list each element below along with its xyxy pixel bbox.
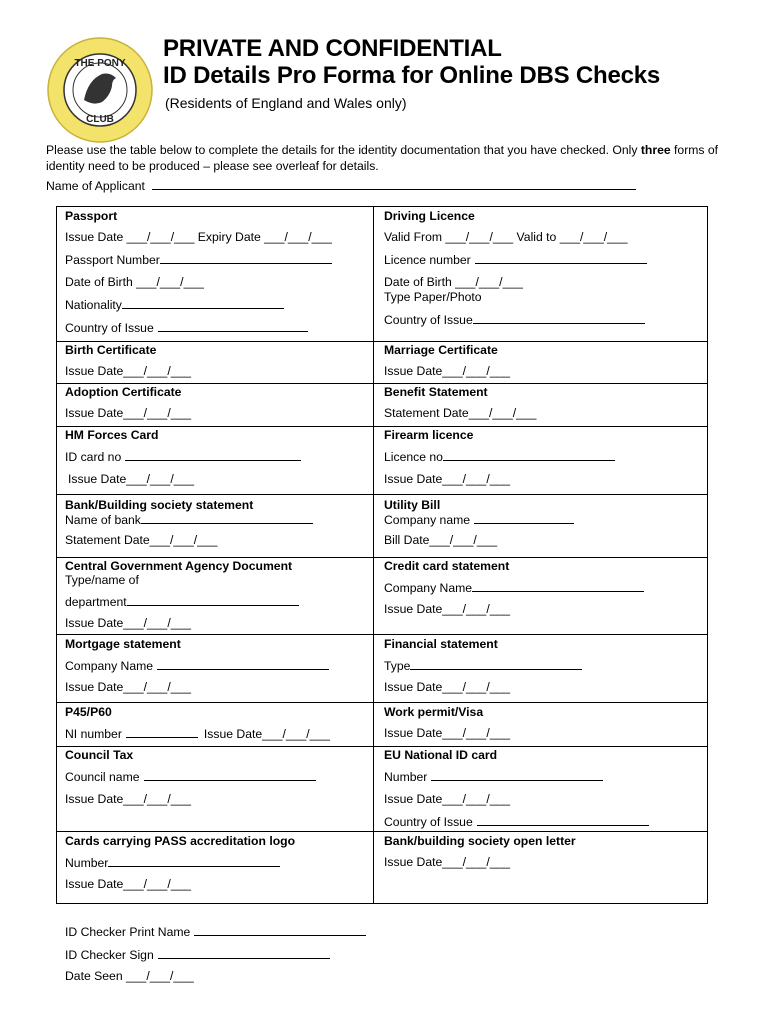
row-divider xyxy=(56,494,708,495)
hm-issue-date[interactable]: Issue Date___/___/___ xyxy=(68,472,195,486)
pass-issue-date[interactable]: Issue Date___/___/___ xyxy=(65,877,192,891)
eu-id-title: EU National ID card xyxy=(384,748,498,762)
date-seen-field[interactable]: Date Seen ___/___/___ xyxy=(65,969,194,983)
hm-id-field[interactable]: ID card no xyxy=(65,449,301,464)
row-divider xyxy=(56,831,708,832)
credit-card-title: Credit card statement xyxy=(384,559,510,573)
utility-bill-title: Utility Bill xyxy=(384,498,441,512)
passport-country-field[interactable]: Country of Issue xyxy=(65,320,308,335)
pass-card-title: Cards carrying PASS accreditation logo xyxy=(65,834,296,848)
council-issue-date[interactable]: Issue Date___/___/___ xyxy=(65,792,192,806)
eu-country-field[interactable]: Country of Issue xyxy=(384,814,649,829)
cga-type-label: Type/name of xyxy=(65,573,139,587)
firearm-licence-title: Firearm licence xyxy=(384,428,474,442)
driving-dob[interactable]: Date of Birth ___/___/___ xyxy=(384,275,523,289)
row-divider xyxy=(56,557,708,558)
passport-number-field[interactable]: Passport Number xyxy=(65,252,332,267)
page-title-line1: PRIVATE AND CONFIDENTIAL xyxy=(163,35,502,62)
financial-issue-date[interactable]: Issue Date___/___/___ xyxy=(384,680,511,694)
benefit-statement-date[interactable]: Statement Date___/___/___ xyxy=(384,406,537,420)
logo-text-top: THE PONY xyxy=(74,58,126,69)
logo-text-bottom: CLUB xyxy=(86,114,114,125)
driving-country-field[interactable]: Country of Issue xyxy=(384,312,645,327)
marriage-issue-date[interactable]: Issue Date___/___/___ xyxy=(384,364,511,378)
p45-ni-field[interactable]: NI number Issue Date___/___/___ xyxy=(65,727,330,741)
bank-statement-title: Bank/Building society statement xyxy=(65,498,254,512)
applicant-name-field[interactable]: Name of Applicant xyxy=(46,178,636,193)
council-tax-title: Council Tax xyxy=(65,748,134,762)
p45-title: P45/P60 xyxy=(65,705,112,719)
hm-forces-title: HM Forces Card xyxy=(65,428,159,442)
passport-issue-expiry[interactable]: Issue Date ___/___/___ Expiry Date ___/___/___ xyxy=(65,230,332,244)
page-title-line2: ID Details Pro Forma for Online DBS Checks xyxy=(163,62,661,89)
cga-issue-date[interactable]: Issue Date___/___/___ xyxy=(65,616,192,630)
open-letter-title: Bank/building society open letter xyxy=(384,834,576,848)
birth-issue-date[interactable]: Issue Date___/___/___ xyxy=(65,364,192,378)
marriage-certificate-title: Marriage Certificate xyxy=(384,343,498,357)
row-divider xyxy=(56,634,708,635)
bank-name-field[interactable]: Name of bank xyxy=(65,512,313,527)
pony-club-logo xyxy=(46,36,154,144)
council-name-field[interactable]: Council name xyxy=(65,769,316,784)
row-divider xyxy=(56,702,708,703)
birth-certificate-title: Birth Certificate xyxy=(65,343,157,357)
bank-statement-date[interactable]: Statement Date___/___/___ xyxy=(65,533,218,547)
passport-nationality-field[interactable]: Nationality xyxy=(65,297,284,312)
row-divider xyxy=(56,426,708,427)
driving-valid-dates[interactable]: Valid From ___/___/___ Valid to ___/___/___ xyxy=(384,230,628,244)
utility-bill-date[interactable]: Bill Date___/___/___ xyxy=(384,533,498,547)
cga-department-field[interactable]: department xyxy=(65,594,299,609)
financial-type-field[interactable]: Type xyxy=(384,658,582,673)
firearm-number-field[interactable]: Licence no xyxy=(384,449,615,464)
passport-title: Passport xyxy=(65,209,118,223)
cga-document-title: Central Government Agency Document xyxy=(65,559,293,573)
open-letter-issue-date[interactable]: Issue Date___/___/___ xyxy=(384,855,511,869)
benefit-statement-title: Benefit Statement xyxy=(384,385,488,399)
adoption-certificate-title: Adoption Certificate xyxy=(65,385,182,399)
page-subtitle: (Residents of England and Wales only) xyxy=(165,95,407,111)
mortgage-issue-date[interactable]: Issue Date___/___/___ xyxy=(65,680,192,694)
eu-issue-date[interactable]: Issue Date___/___/___ xyxy=(384,792,511,806)
credit-issue-date[interactable]: Issue Date___/___/___ xyxy=(384,602,511,616)
driving-licence-title: Driving Licence xyxy=(384,209,475,223)
firearm-issue-date[interactable]: Issue Date___/___/___ xyxy=(384,472,511,486)
driving-number-field[interactable]: Licence number xyxy=(384,252,647,267)
applicant-name-line[interactable] xyxy=(152,178,636,190)
checker-sign-field[interactable]: ID Checker Sign xyxy=(65,947,330,962)
passport-dob[interactable]: Date of Birth ___/___/___ xyxy=(65,275,204,289)
work-permit-title: Work permit/Visa xyxy=(384,705,484,719)
checker-print-name-field[interactable]: ID Checker Print Name xyxy=(65,924,366,939)
mortgage-company-field[interactable]: Company Name xyxy=(65,658,329,673)
mortgage-title: Mortgage statement xyxy=(65,637,181,651)
work-issue-date[interactable]: Issue Date___/___/___ xyxy=(384,726,511,740)
intro-text: Please use the table below to complete the details for the identity documentation that you have checked. Only three forms of identity need to be produced – please see overleaf for details. xyxy=(46,143,719,173)
eu-number-field[interactable]: Number xyxy=(384,769,603,784)
adoption-issue-date[interactable]: Issue Date___/___/___ xyxy=(65,406,192,420)
row-divider xyxy=(56,383,708,384)
row-divider xyxy=(56,341,708,342)
utility-company-field[interactable]: Company name xyxy=(384,512,574,527)
financial-statement-title: Financial statement xyxy=(384,637,498,651)
driving-type: Type Paper/Photo xyxy=(384,290,482,304)
credit-company-field[interactable]: Company Name xyxy=(384,580,644,595)
pass-number-field[interactable]: Number xyxy=(65,855,280,870)
row-divider xyxy=(56,746,708,747)
table-divider xyxy=(373,206,374,904)
